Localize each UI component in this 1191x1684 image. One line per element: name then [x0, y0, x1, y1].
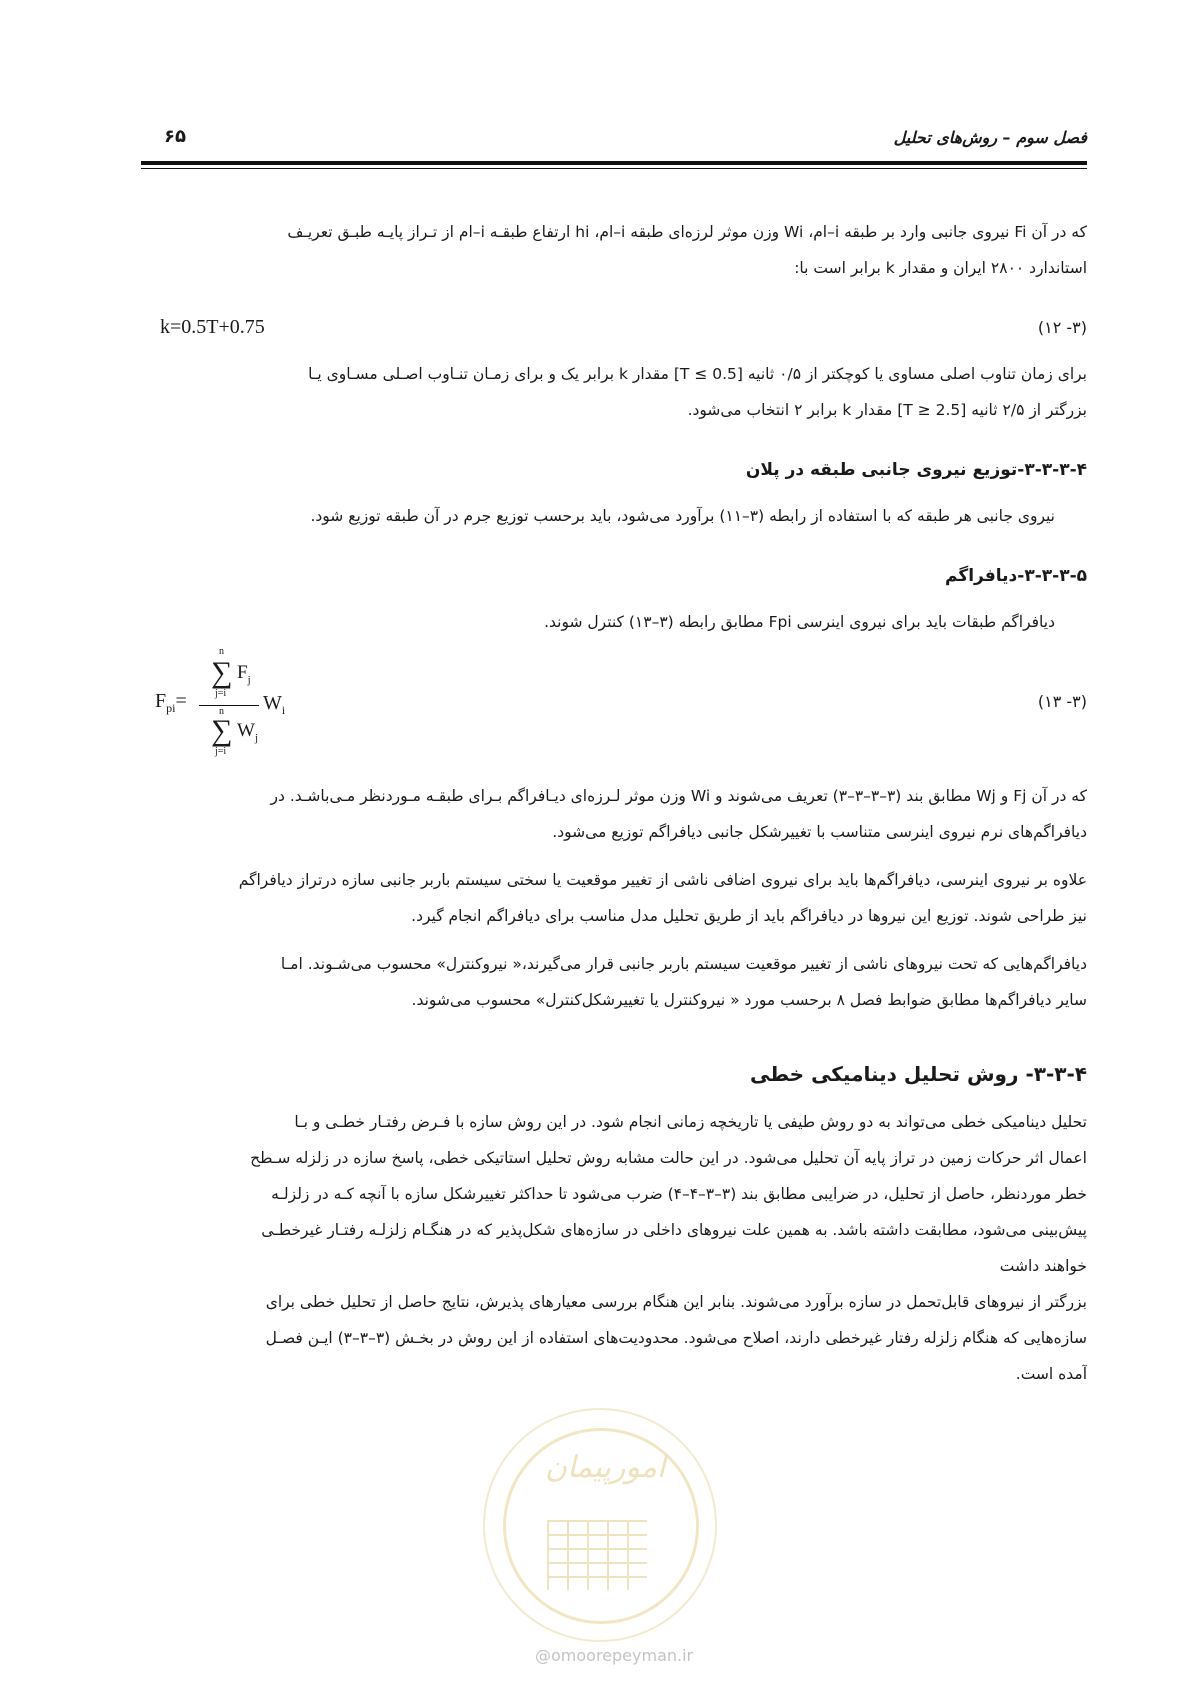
text-line: خطر موردنظر، حاصل از تحلیل، در ضرایبی مطابق بند (۳–۳–۴–۴) ضرب می‌شود تا حداکثر تغییرشکل سازه با آنچه کـه در زلزلـه [271, 1185, 1087, 1203]
text-line: پیش‌بینی می‌شود، مطابقت داشته باشد. به همین علت نیروهای داخلی در سازه‌های شکل‌پذیر که در هنگـام زلزلـه رفتـار غیرخطـی [261, 1221, 1087, 1239]
numerator-var: $F_j$ [237, 662, 251, 686]
sum-symbol: ∑ [211, 714, 233, 747]
text-line: استاندارد ۲۸۰۰ ایران و مقدار k برابر است با: [794, 259, 1087, 277]
paragraph-linear-dynamic [141, 1104, 1087, 1284]
text-line: برای زمان تناوب اصلی مساوی یا کوچکتر از ۰/۵ ثانیه [T ≤ 0.5] مقدار k برابر یک و برای زمـان تنـاوب اصـلی مسـاوی یـا [308, 365, 1087, 383]
seal-grid [547, 1520, 647, 1590]
denominator-var: $W_j$ [237, 720, 258, 744]
text-line: دیافراگم طبقات باید برای نیروی اینرسی Fpi مطابق رابطه (۳–۱۳) کنترل شوند. [544, 613, 1055, 631]
text-line: علاوه بر نیروی اینرسی، دیافراگم‌ها باید برای نیروی اضافی ناشی از تغییر موقعیت یا سختی سیستم باربر جانبی سازه درتراز دیافراگم [238, 871, 1087, 889]
text-line: دیافراگم‌هایی که تحت نیروهای ناشی از تغییر موقعیت سیستم باربر جانبی قرار می‌گیرند،« نیروکنترل» محسوب می‌شـوند. امـا [280, 955, 1087, 973]
paragraph-diaphragm-force [141, 604, 1087, 640]
watermark-seal-icon [483, 1408, 717, 1642]
paragraph-diaphragm-definitions [141, 778, 1087, 850]
text-line: نیروی جانبی هر طبقه که با استفاده از رابطه (۳–۱۱) برآورد می‌شود، باید برحسب توزیع جرم در آن طبقه توزیع شود. [310, 507, 1055, 525]
fraction-bar [199, 705, 259, 706]
multiplier-var: $W_i$ [263, 692, 286, 717]
paragraph-definitions [141, 214, 1087, 286]
sum-lower-limit: j=i [215, 746, 227, 757]
sum-symbol: ∑ [211, 656, 233, 689]
paragraph-acceptance-criteria [141, 1284, 1087, 1392]
page-number: ۶۵ [164, 126, 186, 147]
text-line: بزرگتر از نیروهای قابل‌تحمل در سازه برآورد می‌شوند. بنابر این هنگام بررسی معیارهای پذیرش، نتایج حاصل از تحلیل خطی برای [265, 1293, 1087, 1311]
text-line: اعمال اثر حرکات زمین در تراز پایه آن تحلیل می‌شود. در این حالت مشابه روش تحلیل استاتیکی خطی، پاسخ سازه در زلزله سـطح [250, 1149, 1087, 1167]
text-line: تحلیل دینامیکی خطی می‌تواند به دو روش طیفی یا تاریخچه زمانی انجام شود. در این روش سازه با فـرض رفتـار خطـی و بـا [294, 1113, 1087, 1131]
text-line: که در آن Fj و Wj مطابق بند (۳–۳–۳–۳) تعریف می‌شوند و Wi وزن موثر لـرزه‌ای دیـافراگم بـرای طبقـه مـوردنظر مـی‌باشـد. در [270, 787, 1087, 805]
header-rule-thick [141, 161, 1087, 165]
sum-upper-limit: n [219, 706, 224, 717]
equation-13-number: (۳- ۱۳) [1037, 692, 1087, 711]
equation-lhs: $F_{pi}=$ [155, 690, 187, 715]
text-line: نیز طراحی شوند. توزیع این نیروها در دیافراگم باید از طریق تحلیل مدل مناسب برای دیافراگم انجام گیرد. [411, 907, 1087, 925]
text-line: بزرگتر از ۲/۵ ثانیه [T ≥ 2.5] مقدار k برابر ۲ انتخاب می‌شود. [687, 401, 1087, 419]
equation-12-formula: k=0.5T+0.75 [160, 316, 265, 338]
watermark-site: @omoorepeyman.ir [535, 1646, 694, 1665]
section-heading-plan-distribution: ۳-۳-۳-۴-توزیع نیروی جانبی طبقه در پلان [745, 460, 1087, 480]
paragraph-k-values [141, 356, 1087, 428]
sum-lower-limit: j=i [215, 688, 227, 699]
text-line: خواهند داشت [999, 1257, 1087, 1275]
paragraph-plan-distribution [141, 498, 1087, 534]
sum-upper-limit: n [219, 646, 224, 657]
text-line: سایر دیافراگم‌ها مطابق ضوابط فصل ۸ برحسب مورد « نیروکنترل یا تغییرشکل‌کنترل» محسوب می‌شوند. [411, 991, 1087, 1009]
equation-13-formula [155, 648, 295, 758]
section-heading-linear-dynamic: ۳-۳-۴- روش تحلیل دینامیکی خطی [749, 1062, 1087, 1086]
paragraph-force-controlled [141, 946, 1087, 1018]
section-heading-diaphragm: ۳-۳-۳-۵-دیافراگم [945, 566, 1087, 586]
chapter-title: فصل سوم – روش‌های تحلیل [893, 128, 1087, 147]
text-line: سازه‌هایی که هنگام زلزله رفتار غیرخطی دارند، اصلاح می‌شود. محدودیت‌های استفاده از این روش در بخـش (۳–۳–۳) ایـن فصـل [265, 1329, 1087, 1347]
text-line: آمده است. [1015, 1365, 1087, 1383]
seal-logo-text: امورپیمان [545, 1450, 666, 1485]
text-line: دیافراگم‌های نرم نیروی اینرسی متناسب با تغییرشکل جانبی دیافراگم توزیع می‌شود. [552, 823, 1087, 841]
header-rule-thin [141, 168, 1087, 169]
text-line: که در آن Fi نیروی جانبی وارد بر طبقه i–ام، Wi وزن موثر لرزه‌ای طبقه i–ام، hi ارتفاع طبقـه i–ام از تـراز پایـه طبـق تعریـف [287, 223, 1087, 241]
paragraph-additional-forces [141, 862, 1087, 934]
equation-12-number: (۳- ۱۲) [1037, 318, 1087, 337]
